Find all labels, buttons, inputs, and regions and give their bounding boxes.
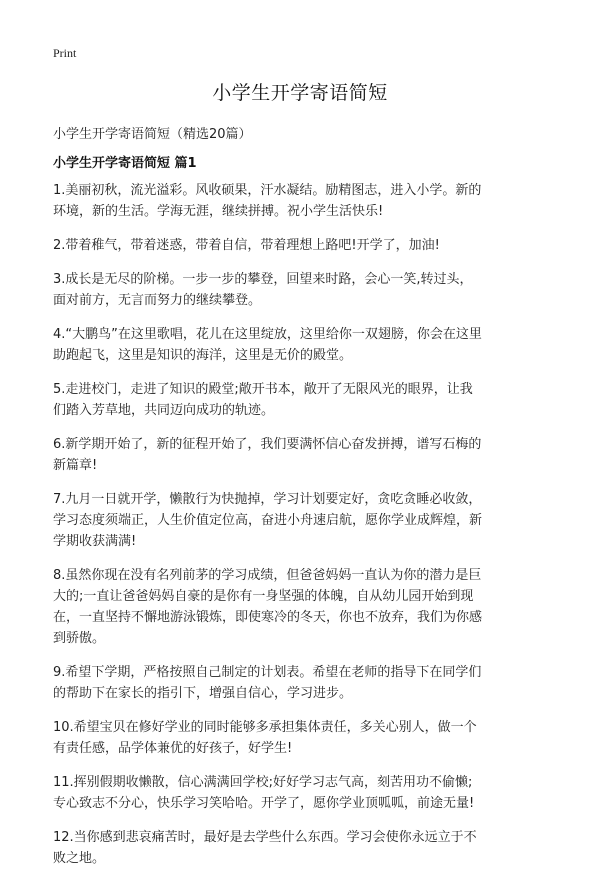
list-item: 9.希望下学期，严格按照自己制定的计划表。希望在老师的指导下在同学们的帮助下在家长的指引下，增强自信心，学习进步。 [53, 665, 482, 701]
page-subtitle: 小学生开学寄语简短（精选20篇） [53, 127, 252, 142]
list-item: 10.希望宝贝在修好学业的同时能够多承担集体责任，多关心别人，做一个有责任感，品学体兼优的好孩子，好学生! [53, 720, 477, 756]
list-item: 5.走进校门，走进了知识的殿堂;敞开书本，敞开了无限风光的眼界，让我们踏入芳草地，共同迈向成功的轨迹。 [53, 382, 473, 418]
list-item: 6.新学期开始了，新的征程开始了，我们要满怀信心奋发拼搏，谱写石梅的新篇章! [53, 437, 482, 473]
message-list [53, 180, 483, 882]
list-item: 7.九月一日就开学，懒散行为快抛掉，学习计划要定好，贪吃贪睡必收敛，学习态度须端正，人生价值定位高，奋进小舟速启航，愿你学业成辉煌，新学期收获满满! [53, 492, 483, 549]
list-item: 11.挥别假期收懒散，信心满满回学校;好好学习志气高，刻苦用功不偷懒;专心致志不分心，快乐学习笑哈哈。开学了，愿你学业顶呱呱，前途无量! [53, 775, 475, 811]
list-item: 2.带着稚气，带着迷惑，带着自信，带着理想上路吧!开学了，加油! [53, 238, 440, 253]
list-item: 1.美丽初秋，流光溢彩。风收硕果，汗水凝结。励精图志，进入小学。新的环境，新的生活。学海无涯，继续拼搏。祝小学生活快乐! [53, 183, 482, 219]
section-heading: 小学生开学寄语简短 篇1 [53, 156, 197, 171]
list-item: 12.当你感到悲哀痛苦时，最好是去学些什么东西。学习会使你永远立于不败之地。 [53, 830, 477, 866]
list-item: 8.虽然你现在没有名列前茅的学习成绩，但爸爸妈妈一直认为你的潜力是巨大的;一直让爸爸妈妈自豪的是你有一身坚强的体魄，自从幼儿园开始到现在，一直坚持不懈地游泳锻炼，即使寒冷的冬天，你也不放弃，我们为你感到骄傲。 [53, 568, 483, 646]
list-item: 3.成长是无尽的阶梯。一步一步的攀登，回望来时路，会心一笑,转过头，面对前方，无言而努力的继续攀登。 [53, 272, 473, 308]
print-label: Print [53, 46, 77, 60]
list-item: 4.“大鹏鸟”在这里歌唱，花儿在这里绽放，这里给你一双翅膀，你会在这里助跑起飞，这里是知识的海洋，这里是无价的殿堂。 [53, 327, 482, 363]
page-title: 小学生开学寄语简短 [212, 82, 388, 104]
